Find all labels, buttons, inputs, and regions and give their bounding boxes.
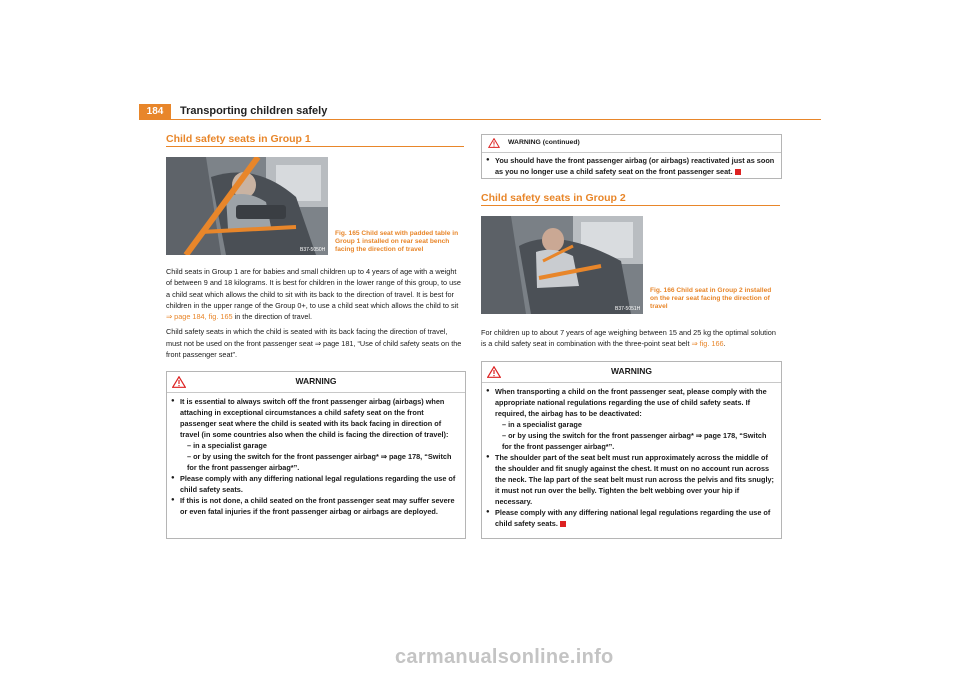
warning-bullet: ● Please comply with any differing national legal regulations regarding the use of child safety seats. xyxy=(171,473,461,495)
left-body-text xyxy=(166,266,464,364)
figure-code: B37-5050H xyxy=(300,247,326,253)
end-of-section-mark xyxy=(735,169,741,175)
warning-continued-title: WARNING (continued) xyxy=(508,139,580,146)
fig-165-link[interactable]: ⇒ page 184, fig. 165 xyxy=(166,312,233,322)
warning-header xyxy=(167,372,465,393)
section-heading-group1: Child safety seats in Group 1 xyxy=(166,133,311,145)
figure-165-caption: Fig. 165 Child seat with padded table in Group 1 installed on rear seat bench facing the direction of travel xyxy=(335,230,459,254)
warning-bullet: ● When transporting a child on the front passenger seat, please comply with the appropriate national regulations regarding the use of child safety seats. If required, the airbag has to be deactivated: xyxy=(486,386,777,419)
heading-rule xyxy=(166,146,464,147)
figure-166-caption: Fig. 166 Child seat in Group 2 installed on the rear seat facing the direction of travel xyxy=(650,287,772,311)
warning-triangle-icon xyxy=(488,138,500,148)
heading-rule xyxy=(481,205,780,206)
warning-box-continued xyxy=(481,134,782,179)
warning-bullet: ● You should have the front passenger airbag (or airbags) reactivated just as soon as you no longer use a child safety seat on the front passenger seat. xyxy=(486,155,777,177)
running-title: Transporting children safely xyxy=(180,105,328,117)
paragraph-rear-facing: Child safety seats in which the child is seated with its back facing the direction of travel, must not be used on the front passenger seat ⇒ page 181, “Use of child safety seats on the front passenger seat”. xyxy=(166,327,462,360)
figure-code: B37-5051H xyxy=(615,306,641,312)
figure-165-photo xyxy=(166,157,328,255)
warning-subitem: – or by using the switch for the front passenger airbag* ⇒ page 178, “Switch for the front passenger airbag*”. xyxy=(502,431,767,451)
watermark-text: carmanualsonline.info xyxy=(395,646,614,668)
warning-bullet: ● If this is not done, a child seated on the front passenger seat may suffer severe or even fatal injuries if the front passenger airbag or airbags are deployed. xyxy=(171,495,461,517)
fig-166-link[interactable]: ⇒ fig. 166 xyxy=(691,339,724,349)
section-heading-group2: Child safety seats in Group 2 xyxy=(481,192,626,204)
paragraph-group1-intro: Child seats in Group 1 are for babies and small children up to 4 years of age with a weight of between 9 and 18 kilograms. It is best for children in the lower range of this group, to use a child seat which allows the child to sit with its back to the direction of travel. It is best for children in the upper range of the Group 0+, to use a child seat which allows the child to sit ⇒ page 184, fig. 165 in the direction of travel. xyxy=(166,267,461,322)
warning-box-group2 xyxy=(481,361,782,539)
warning-box-group1 xyxy=(166,371,466,539)
warning-bullet: ● The shoulder part of the seat belt must run approximately across the middle of the shoulder and fit snugly against the chest. It must on no account run across the neck. The lap part of the seat belt must run across the pelvis and fits snugly; it must not run over the belly. Tighten the belt webbing over your hip if necessary. xyxy=(486,452,777,507)
warning-bullet: ● Please comply with any differing national legal regulations regarding the use of child safety seats. xyxy=(486,507,777,529)
warning-header xyxy=(482,362,781,383)
warning-title: WARNING xyxy=(610,366,653,376)
right-body-text xyxy=(481,327,780,354)
warning-subitem: – in a specialist garage xyxy=(502,420,582,429)
page-number: 184 xyxy=(139,104,171,120)
header-rule xyxy=(139,119,821,120)
warning-bullet: ● It is essential to always switch off the front passenger airbag (airbags) when attaching in exceptional circumstances a child safety seat on the front passenger seat where the child is seated with its back facing in direction of travel (in some countries also when the child is facing the direction of travel): xyxy=(171,396,461,440)
warning-subitem: – or by using the switch for the front passenger airbag* ⇒ page 178, “Switch for the front passenger airbag*”. xyxy=(187,452,452,472)
warning-header xyxy=(482,135,781,153)
paragraph-group2-intro: For children up to about 7 years of age weighing between 15 and 25 kg the optimal solution is a child safety seat in combination with the three-point seat belt ⇒ fig. 166. xyxy=(481,328,776,349)
warning-title: WARNING xyxy=(295,376,337,386)
figure-166-photo xyxy=(481,216,643,314)
end-of-section-mark xyxy=(560,521,566,527)
warning-subitem: – in a specialist garage xyxy=(187,441,267,450)
